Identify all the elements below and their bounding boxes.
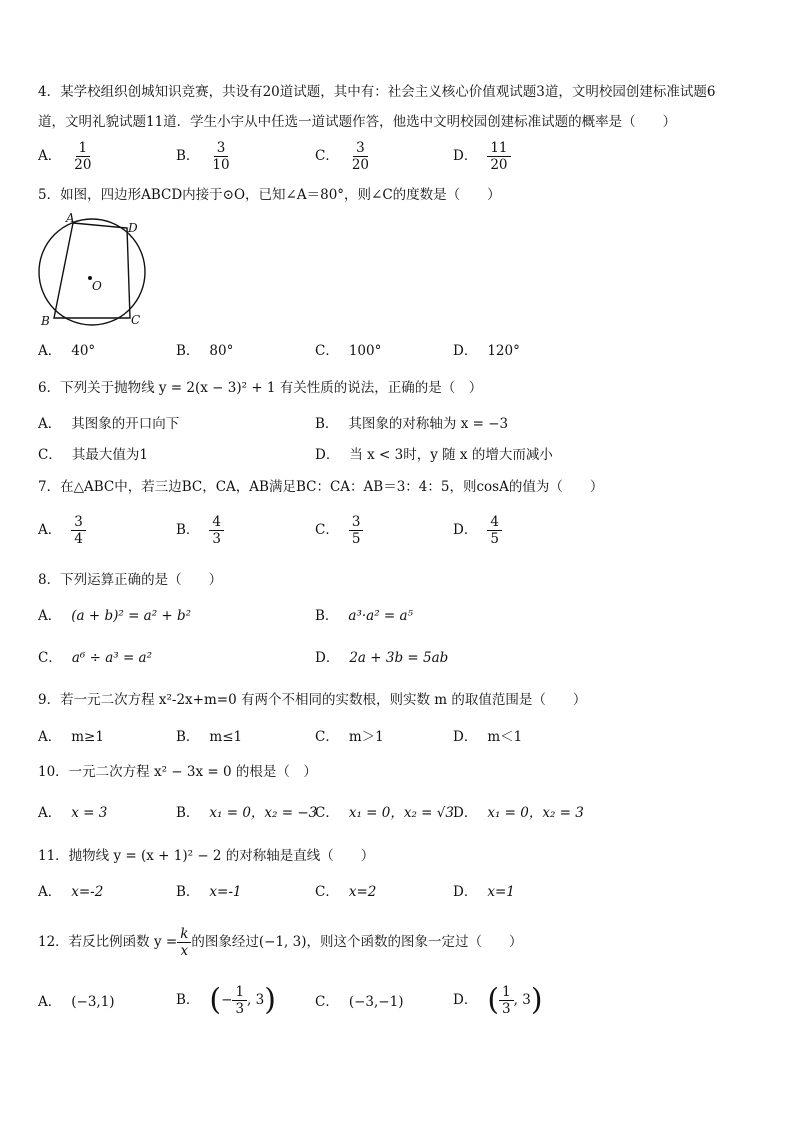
option-b[interactable]: B． (− $\frac{1}{3}$ , 3) xyxy=(176,982,276,1018)
fraction: $\frac{1}{20}$ xyxy=(74,140,92,173)
option-a[interactable]: A． 其图象的开口向下 xyxy=(38,416,180,432)
option-d[interactable]: D． $\frac{11}{20}$ xyxy=(453,140,511,173)
option-b[interactable]: B． $\frac{3}{10}$ xyxy=(176,140,233,173)
question-10-stem: 10．一元二次方程 x² − 3x = 0 的根是（ ） xyxy=(38,764,317,780)
question-8-options-row1 xyxy=(38,606,754,650)
fraction: $\frac{4}{5}$ xyxy=(487,514,502,547)
option-b[interactable]: B． 80° xyxy=(176,343,234,359)
label-o: O xyxy=(92,279,102,293)
label-b: B xyxy=(41,314,50,328)
label-c: C xyxy=(131,313,141,327)
option-a[interactable]: A． x = 3 xyxy=(38,805,108,821)
fraction: $\frac{3}{4}$ xyxy=(71,514,86,547)
question-7-options xyxy=(38,514,754,558)
option-d[interactable]: D． ( $\frac{1}{3}$ , 3) xyxy=(453,982,543,1018)
option-d[interactable]: D． x₁ = 0，x₂ = 3 xyxy=(453,805,584,821)
question-4-line1: 4．某学校组织创城知识竞赛，共设有20道试题，其中有：社会主义核心价值观试题3道，文明校园创建标准试题6 xyxy=(38,84,716,100)
question-8-stem: 8．下列运算正确的是（ ） xyxy=(38,572,223,588)
option-d[interactable]: D． m＜1 xyxy=(453,729,523,745)
question-5-stem: 5．如图，四边形ABCD内接于⊙O，已知∠A＝80°，则∠C的度数是（ ） xyxy=(38,187,501,203)
option-a[interactable]: A． $\frac{1}{20}$ xyxy=(38,140,94,173)
option-c[interactable]: C． 100° xyxy=(315,343,382,359)
option-a[interactable]: A． (−3,1) xyxy=(38,994,115,1010)
option-d[interactable]: D． x=1 xyxy=(453,884,515,900)
question-11-options xyxy=(38,882,754,926)
option-c[interactable]: C． (−3,−1) xyxy=(315,994,404,1010)
option-c[interactable]: C． $\frac{3}{5}$ xyxy=(315,514,363,547)
option-c[interactable]: C． x₁ = 0，x₂ = √3 xyxy=(315,805,454,821)
fraction: $\frac{3}{20}$ xyxy=(351,140,370,173)
option-b[interactable]: B． x=-1 xyxy=(176,884,242,900)
option-c[interactable]: C． 其最大值为1 xyxy=(38,447,148,463)
option-d[interactable]: D． 120° xyxy=(453,343,520,359)
question-12-options xyxy=(38,984,754,1024)
option-a[interactable]: A． $\frac{3}{4}$ xyxy=(38,514,86,547)
option-d[interactable]: D． 当 x < 3时，y 随 x 的增大而减小 xyxy=(315,447,553,463)
question-7-stem: 7．在△ABC中，若三边BC，CA，AB满足BC：CA：AB＝3：4：5，则cosA的值为（ ） xyxy=(38,479,604,495)
option-b[interactable]: B． a³·a² = a⁵ xyxy=(315,608,413,624)
option-b[interactable]: B． x₁ = 0，x₂ = −3 xyxy=(176,805,318,821)
option-d[interactable]: D． 2a + 3b = 5ab xyxy=(315,650,449,666)
fraction: $\frac{3}{5}$ xyxy=(349,514,364,547)
question-4-line2: 道，文明礼貌试题11道．学生小宇从中任选一道试题作答，他选中文明校园创建标准试题的概率是（ ） xyxy=(38,114,677,130)
option-c[interactable]: C． $\frac{3}{20}$ xyxy=(315,140,372,173)
fraction: $\frac{1}{3}$ xyxy=(232,984,247,1017)
option-b[interactable]: B． 其图象的对称轴为 x = −3 xyxy=(315,416,509,432)
option-b[interactable]: B． $\frac{4}{3}$ xyxy=(176,514,224,547)
option-a[interactable]: A． (a + b)² = a² + b² xyxy=(38,608,192,624)
circle-quadrilateral-figure xyxy=(30,208,170,333)
option-c[interactable]: C． m＞1 xyxy=(315,729,384,745)
question-12-stem: 12．若反比例函数 y = $\frac{k}{x}$ 的图象经过(−1, 3)，则这个函数的图象一定过（ ） xyxy=(38,926,523,959)
option-c[interactable]: C． a⁶ ÷ a³ = a² xyxy=(38,650,153,666)
fraction-k-over-x: $\frac{k}{x}$ xyxy=(177,926,191,959)
option-b[interactable]: B． m≤1 xyxy=(176,729,243,745)
question-4-options xyxy=(38,140,754,184)
fraction: $\frac{3}{10}$ xyxy=(212,140,230,173)
option-c[interactable]: C． x=2 xyxy=(315,884,377,900)
fraction: $\frac{4}{3}$ xyxy=(209,514,224,547)
option-a[interactable]: A． m≥1 xyxy=(38,729,104,745)
question-10-options xyxy=(38,803,754,847)
label-a: A xyxy=(66,211,75,225)
question-11-stem: 11．抛物线 y = (x + 1)² − 2 的对称轴是直线（ ） xyxy=(38,848,375,864)
fraction: $\frac{11}{20}$ xyxy=(487,140,510,173)
quadrilateral-abcd xyxy=(54,223,130,318)
option-d[interactable]: D． $\frac{4}{5}$ xyxy=(453,514,502,547)
label-d: D xyxy=(128,221,138,235)
fraction: $\frac{1}{3}$ xyxy=(499,984,514,1017)
question-6-stem: 6．下列关于抛物线 y = 2(x − 3)² + 1 有关性质的说法，正确的是（ ） xyxy=(38,380,483,396)
question-8-options-row2 xyxy=(38,648,754,692)
option-a[interactable]: A． 40° xyxy=(38,343,96,359)
option-a[interactable]: A． x=-2 xyxy=(38,884,104,900)
question-9-stem: 9．若一元二次方程 x²-2x+m=0 有两个不相同的实数根，则实数 m 的取值范围是（ ） xyxy=(38,692,587,708)
